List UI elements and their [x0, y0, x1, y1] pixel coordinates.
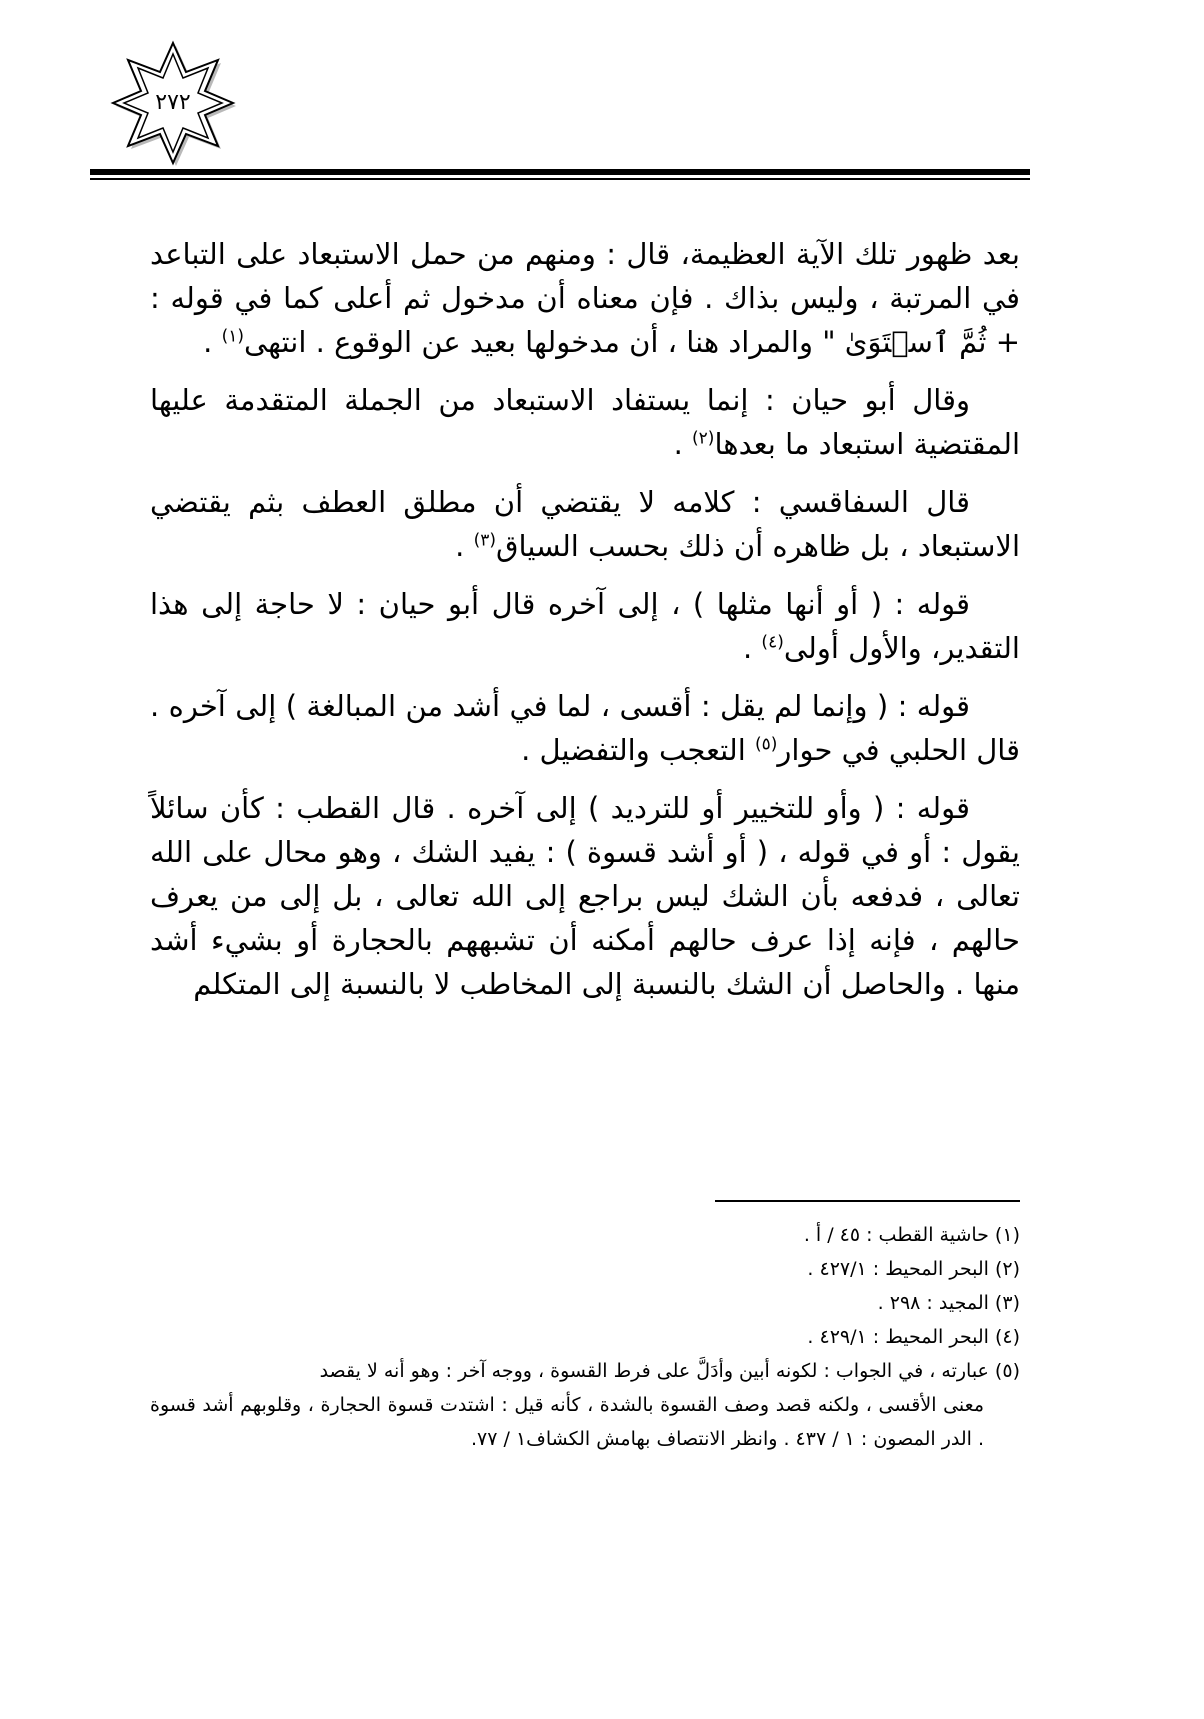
- paragraph: قال السفاقسي : كلامه لا يقتضي أن مطلق العطف بثم يقتضي الاستبعاد ، بل ظاهره أن ذلك بحسب السياق$^{(٣)}$ .: [150, 485, 1020, 563]
- footnote-ref: (٢): [692, 428, 715, 449]
- paragraph: قوله : ( وأو للتخيير أو للترديد ) إلى آخره . قال القطب : كأن سائلاً يقول : أو في قوله ، ( أو أشد قسوة ) : يفيد الشك ، وهو محال على الله تعالى ، فدفعه بأن الشك ليس براجع إلى الله تعالى ، بل إلى من يعرف حالهم ، فإنه إذا عرف حالهم أمكنه أن تشبههم بالحجارة أو بشيء أشد منها . والحاصل أن الشك بالنسبة إلى المخاطب لا بالنسبة إلى المتكلم: [150, 791, 1020, 1001]
- footnotes: [150, 1218, 1020, 1456]
- footnote-separator: [715, 1200, 1020, 1202]
- footnote: (٣) المجيد : ٢٩٨ .: [877, 1292, 1020, 1314]
- footnote: (٥) عبارته ، في الجواب : لكونه أبين وأدَلَّ على فرط القسوة ، ووجه آخر : وهو أنه لا يقصد: [319, 1360, 1020, 1382]
- paragraph: بعد ظهور تلك الآية العظيمة، قال : ومنهم من حمل الاستبعاد على التباعد في المرتبة ، وليس بذاك . فإن معناه أن مدخول ثم أعلى كما في قوله : + ثُمَّ ٱسۡتَوَىٰ " والمراد هنا ، أن مدخولها بعيد عن الوقوع . انتهى$^{(١)}$ .: [150, 237, 1020, 359]
- header-rule-thick: [90, 169, 1030, 175]
- header-rule-thin: [90, 178, 1030, 180]
- page-number: ٢٧٢: [155, 90, 191, 115]
- paragraph: قوله : ( وإنما لم يقل : أقسى ، لما في أشد من المبالغة ) إلى آخره . قال الحلبي في حوار$^{(٥)}$ التعجب والتفضيل .: [150, 689, 1020, 767]
- footnote: (٤) البحر المحيط : ٤٢٩/١ .: [807, 1326, 1020, 1348]
- footnote: (١) حاشية القطب : ٤٥ / أ .: [803, 1224, 1020, 1246]
- page-number-badge: [108, 38, 238, 168]
- footnote-ref: (٣): [473, 530, 496, 551]
- footnote-ref: (٥): [755, 734, 778, 755]
- main-text: [150, 232, 1020, 1020]
- footnote-continuation: معنى الأقسى ، ولكنه قصد وصف القسوة بالشدة ، كأنه قيل : اشتدت قسوة الحجارة ، وقلوبهم أشد قسوة . الدر المصون : ١ / ٤٣٧ . وانظر الانتصاف بهامش الكشاف١ / ٧٧.: [150, 1394, 984, 1450]
- footnote: (٢) البحر المحيط : ٤٢٧/١ .: [807, 1258, 1020, 1280]
- footnote-ref: (٤): [761, 632, 784, 653]
- paragraph: قوله : ( أو أنها مثلها ) ، إلى آخره قال أبو حيان : لا حاجة إلى هذا التقدير، والأول أولى$^{(٤)}$ .: [150, 587, 1020, 665]
- footnote-ref: (١): [221, 326, 245, 347]
- paragraph: وقال أبو حيان : إنما يستفاد الاستبعاد من الجملة المتقدمة عليها المقتضية استبعاد ما بعدها$^{(٢)}$ .: [150, 383, 1020, 461]
